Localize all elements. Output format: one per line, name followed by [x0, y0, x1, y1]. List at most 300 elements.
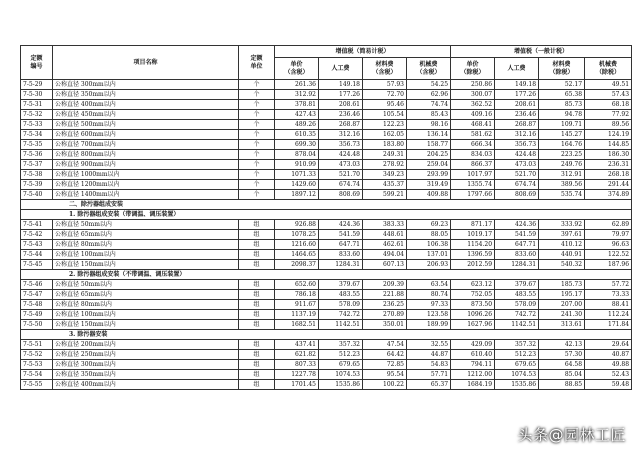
cell-unit: 个 [239, 90, 275, 100]
cell-code: 7-5-42 [21, 230, 53, 240]
cell-code: 7-5-31 [21, 100, 53, 110]
cell-value: 73.33 [585, 290, 632, 300]
cell-value: 312.91 [539, 170, 585, 180]
cell-value: 679.65 [495, 360, 539, 370]
section-title: 1. 除污器组成安装（带调温、调压装置） [21, 210, 632, 220]
cell-value: 85.43 [407, 110, 451, 120]
cell-value: 1535.86 [319, 380, 363, 390]
cell-value: 52.43 [585, 370, 632, 380]
cell-value: 59.48 [585, 380, 632, 390]
cell-value: 866.37 [451, 160, 495, 170]
cell-value: 1535.86 [495, 380, 539, 390]
cell-value: 278.92 [363, 160, 407, 170]
cell-value: 871.17 [451, 220, 495, 230]
cell-value: 621.82 [275, 350, 319, 360]
cell-name: 公称直径 400mm以内 [53, 100, 239, 110]
table-row [21, 340, 632, 350]
cell-value: 424.36 [319, 220, 363, 230]
cell-value: 578.09 [319, 300, 363, 310]
cell-value: 578.09 [495, 300, 539, 310]
table-row [21, 120, 632, 130]
cell-value: 1216.60 [275, 240, 319, 250]
cell-unit: 个 [239, 170, 275, 180]
cell-value: 249.76 [539, 160, 585, 170]
cell-code: 7-5-40 [21, 190, 53, 200]
cell-value: 1284.31 [319, 260, 363, 270]
table-row [21, 80, 632, 90]
cell-value: 2012.59 [451, 260, 495, 270]
cell-value: 122.23 [363, 120, 407, 130]
cell-name: 公称直径 300mm以内 [53, 80, 239, 90]
cell-value: 185.73 [539, 280, 585, 290]
cell-value: 183.80 [363, 140, 407, 150]
cell-value: 483.55 [495, 290, 539, 300]
cell-code: 7-5-34 [21, 130, 53, 140]
cell-value: 158.77 [407, 140, 451, 150]
cell-value: 291.44 [585, 180, 632, 190]
cell-value: 1017.97 [451, 170, 495, 180]
cell-unit: 组 [239, 310, 275, 320]
cell-unit: 个 [239, 140, 275, 150]
cell-code: 7-5-39 [21, 180, 53, 190]
cell-value: 383.33 [363, 220, 407, 230]
cell-value: 122.52 [585, 250, 632, 260]
cell-value: 63.54 [407, 280, 451, 290]
cell-value: 1142.51 [495, 320, 539, 330]
cell-value: 223.25 [539, 150, 585, 160]
cell-value: 1019.17 [451, 230, 495, 240]
cell-unit: 个 [239, 110, 275, 120]
cell-unit: 个 [239, 120, 275, 130]
cell-value: 610.40 [451, 350, 495, 360]
table-row [21, 180, 632, 190]
cell-value: 833.60 [319, 250, 363, 260]
cell-value: 1684.19 [451, 380, 495, 390]
cell-value: 54.83 [407, 360, 451, 370]
cell-value: 189.99 [407, 320, 451, 330]
cell-name: 公称直径 80mm以内 [53, 240, 239, 250]
cell-unit: 组 [239, 320, 275, 330]
cell-unit: 组 [239, 220, 275, 230]
cell-value: 379.67 [319, 280, 363, 290]
cell-value: 389.56 [539, 180, 585, 190]
section-row [21, 270, 632, 280]
table-row [21, 250, 632, 260]
cell-code: 7-5-49 [21, 310, 53, 320]
cell-value: 878.04 [275, 150, 319, 160]
cell-value: 241.30 [539, 310, 585, 320]
cell-value: 424.48 [495, 150, 539, 160]
cell-name: 公称直径 400mm以内 [53, 380, 239, 390]
cell-code: 7-5-50 [21, 320, 53, 330]
cell-name: 公称直径 80mm以内 [53, 300, 239, 310]
cell-value: 164.76 [539, 140, 585, 150]
cell-value: 1096.26 [451, 310, 495, 320]
cell-name: 公称直径 1000mm以内 [53, 170, 239, 180]
cell-code: 7-5-44 [21, 250, 53, 260]
cell-value: 204.25 [407, 150, 451, 160]
cell-value: 221.88 [363, 290, 407, 300]
cell-value: 435.37 [363, 180, 407, 190]
header-name: 项目名称 [53, 46, 239, 80]
cell-code: 7-5-41 [21, 220, 53, 230]
table-row [21, 280, 632, 290]
cell-value: 187.96 [585, 260, 632, 270]
cell-value: 136.14 [407, 130, 451, 140]
cell-value: 88.85 [539, 380, 585, 390]
cell-value: 57.93 [363, 80, 407, 90]
cell-code: 7-5-38 [21, 170, 53, 180]
cell-value: 300.07 [451, 90, 495, 100]
cell-value: 32.55 [407, 340, 451, 350]
cell-value: 47.54 [363, 340, 407, 350]
cell-unit: 个 [239, 130, 275, 140]
cell-value: 541.59 [319, 230, 363, 240]
cell-value: 362.52 [451, 100, 495, 110]
cell-name: 公称直径 100mm以内 [53, 310, 239, 320]
cell-unit: 个 [239, 160, 275, 170]
table-row [21, 360, 632, 370]
cell-unit: 个 [239, 100, 275, 110]
cell-value: 910.99 [275, 160, 319, 170]
cell-value: 1142.51 [319, 320, 363, 330]
cell-value: 429.09 [451, 340, 495, 350]
cell-value: 674.74 [319, 180, 363, 190]
cell-value: 379.67 [495, 280, 539, 290]
cell-value: 42.13 [539, 340, 585, 350]
cell-value: 652.60 [275, 280, 319, 290]
cell-value: 808.69 [495, 190, 539, 200]
cell-value: 64.58 [539, 360, 585, 370]
cell-value: 57.30 [539, 350, 585, 360]
cell-value: 742.72 [319, 310, 363, 320]
cell-name: 公称直径 100mm以内 [53, 250, 239, 260]
cell-value: 312.16 [495, 130, 539, 140]
table-row [21, 290, 632, 300]
cell-value: 88.05 [407, 230, 451, 240]
cell-code: 7-5-48 [21, 300, 53, 310]
table-body [21, 80, 632, 390]
cell-value: 62.96 [407, 90, 451, 100]
cell-value: 186.30 [585, 150, 632, 160]
cell-value: 268.18 [585, 170, 632, 180]
cell-value: 312.92 [275, 90, 319, 100]
cell-value: 623.12 [451, 280, 495, 290]
cell-unit: 组 [239, 290, 275, 300]
cell-value: 424.36 [495, 220, 539, 230]
cell-value: 96.63 [585, 240, 632, 250]
header-material-incl: 材料费 （含税） [363, 58, 407, 80]
cell-value: 794.11 [451, 360, 495, 370]
cell-code: 7-5-32 [21, 110, 53, 120]
table-row [21, 350, 632, 360]
cell-value: 236.25 [363, 300, 407, 310]
cell-value: 752.05 [451, 290, 495, 300]
table-row [21, 140, 632, 150]
cell-name: 公称直径 250mm以内 [53, 350, 239, 360]
cell-value: 149.18 [495, 80, 539, 90]
cell-value: 62.89 [585, 220, 632, 230]
cell-value: 834.03 [451, 150, 495, 160]
cell-value: 448.61 [363, 230, 407, 240]
cell-value: 483.55 [319, 290, 363, 300]
cell-value: 349.23 [363, 170, 407, 180]
cell-value: 424.48 [319, 150, 363, 160]
cell-value: 293.99 [407, 170, 451, 180]
cell-value: 54.25 [407, 80, 451, 90]
section-row [21, 330, 632, 340]
cell-name: 公称直径 150mm以内 [53, 320, 239, 330]
cell-value: 674.74 [495, 180, 539, 190]
cell-name: 公称直径 150mm以内 [53, 260, 239, 270]
cell-value: 149.18 [319, 80, 363, 90]
cell-value: 44.87 [407, 350, 451, 360]
cell-code: 7-5-33 [21, 120, 53, 130]
cell-name: 公称直径 350mm以内 [53, 370, 239, 380]
cell-value: 1897.12 [275, 190, 319, 200]
cell-value: 647.71 [319, 240, 363, 250]
cell-value: 109.71 [539, 120, 585, 130]
cell-value: 473.03 [495, 160, 539, 170]
cell-value: 1464.65 [275, 250, 319, 260]
cell-value: 699.30 [275, 140, 319, 150]
cell-value: 1682.51 [275, 320, 319, 330]
cell-value: 410.12 [539, 240, 585, 250]
cell-name: 公称直径 350mm以内 [53, 90, 239, 100]
cell-value: 195.17 [539, 290, 585, 300]
cell-name: 公称直径 700mm以内 [53, 140, 239, 150]
cell-unit: 组 [239, 230, 275, 240]
cell-value: 1154.20 [451, 240, 495, 250]
header-material-excl: 材料费 （除税） [539, 58, 585, 80]
cell-value: 1137.19 [275, 310, 319, 320]
table-row [21, 160, 632, 170]
cell-value: 49.88 [585, 360, 632, 370]
cell-value: 1396.59 [451, 250, 495, 260]
cell-name: 公称直径 65mm以内 [53, 290, 239, 300]
cell-name: 公称直径 50mm以内 [53, 280, 239, 290]
header-group-simple-tax: 增值税（简易计税） [275, 46, 451, 58]
cell-name: 公称直径 1400mm以内 [53, 190, 239, 200]
cell-value: 1429.60 [275, 180, 319, 190]
cell-value: 52.17 [539, 80, 585, 90]
cell-value: 95.54 [363, 370, 407, 380]
cell-name: 公称直径 900mm以内 [53, 160, 239, 170]
cell-value: 541.59 [495, 230, 539, 240]
header-unit: 定额 单位 [239, 46, 275, 80]
cell-value: 85.04 [539, 370, 585, 380]
cell-value: 378.81 [275, 100, 319, 110]
table-row [21, 220, 632, 230]
cell-name: 公称直径 450mm以内 [53, 110, 239, 120]
cell-value: 357.32 [319, 340, 363, 350]
cell-value: 145.27 [539, 130, 585, 140]
cell-name: 公称直径 500mm以内 [53, 120, 239, 130]
cell-value: 742.72 [495, 310, 539, 320]
cell-value: 65.37 [407, 380, 451, 390]
table-row [21, 300, 632, 310]
table-row [21, 100, 632, 110]
cell-value: 69.23 [407, 220, 451, 230]
header-price-excl: 单价 （除税） [451, 58, 495, 80]
header-machine-incl: 机械费 （含税） [407, 58, 451, 80]
cell-value: 535.74 [539, 190, 585, 200]
cell-value: 162.05 [363, 130, 407, 140]
cell-value: 521.70 [319, 170, 363, 180]
cell-value: 911.67 [275, 300, 319, 310]
cell-unit: 组 [239, 250, 275, 260]
cell-name: 公称直径 300mm以内 [53, 360, 239, 370]
cell-unit: 组 [239, 340, 275, 350]
cell-value: 786.18 [275, 290, 319, 300]
table-row [21, 90, 632, 100]
cell-value: 409.16 [451, 110, 495, 120]
cell-value: 65.38 [539, 90, 585, 100]
cell-value: 356.73 [319, 140, 363, 150]
cell-value: 57.43 [585, 90, 632, 100]
cell-value: 74.74 [407, 100, 451, 110]
cell-value: 607.13 [363, 260, 407, 270]
cell-value: 397.61 [539, 230, 585, 240]
cell-value: 873.50 [451, 300, 495, 310]
cell-value: 679.65 [319, 360, 363, 370]
cell-value: 72.70 [363, 90, 407, 100]
cell-value: 49.51 [585, 80, 632, 90]
cell-value: 249.31 [363, 150, 407, 160]
table-row [21, 150, 632, 160]
table-row [21, 260, 632, 270]
cell-value: 1212.00 [451, 370, 495, 380]
cell-unit: 组 [239, 240, 275, 250]
cell-name: 公称直径 65mm以内 [53, 230, 239, 240]
cell-value: 468.41 [451, 120, 495, 130]
table-row [21, 370, 632, 380]
cell-code: 7-5-52 [21, 350, 53, 360]
cell-value: 357.32 [495, 340, 539, 350]
cell-value: 106.38 [407, 240, 451, 250]
table-row [21, 380, 632, 390]
cell-value: 100.22 [363, 380, 407, 390]
cell-value: 236.31 [585, 160, 632, 170]
cell-value: 833.60 [495, 250, 539, 260]
cell-unit: 个 [239, 180, 275, 190]
cell-value: 1355.74 [451, 180, 495, 190]
cell-value: 647.71 [495, 240, 539, 250]
cell-code: 7-5-51 [21, 340, 53, 350]
cell-value: 97.33 [407, 300, 451, 310]
cell-value: 64.42 [363, 350, 407, 360]
cell-unit: 个 [239, 190, 275, 200]
cell-name: 公称直径 1200mm以内 [53, 180, 239, 190]
cell-code: 7-5-29 [21, 80, 53, 90]
cell-code: 7-5-47 [21, 290, 53, 300]
cell-value: 356.73 [495, 140, 539, 150]
cell-code: 7-5-55 [21, 380, 53, 390]
cell-value: 599.21 [363, 190, 407, 200]
cell-value: 494.04 [363, 250, 407, 260]
cell-value: 666.34 [451, 140, 495, 150]
cell-value: 374.89 [585, 190, 632, 200]
cell-value: 350.01 [363, 320, 407, 330]
table-row [21, 170, 632, 180]
table-row [21, 190, 632, 200]
cell-value: 29.64 [585, 340, 632, 350]
cell-value: 259.04 [407, 160, 451, 170]
cell-value: 437.41 [275, 340, 319, 350]
cell-value: 427.43 [275, 110, 319, 120]
cell-value: 177.26 [319, 90, 363, 100]
cell-value: 236.46 [495, 110, 539, 120]
cell-value: 581.62 [451, 130, 495, 140]
cell-value: 473.03 [319, 160, 363, 170]
price-table-sheet [20, 45, 631, 390]
cell-value: 209.39 [363, 280, 407, 290]
cell-value: 112.24 [585, 310, 632, 320]
cell-value: 98.16 [407, 120, 451, 130]
table-row [21, 130, 632, 140]
cell-unit: 组 [239, 380, 275, 390]
cell-unit: 组 [239, 300, 275, 310]
table-row [21, 240, 632, 250]
cell-value: 208.61 [319, 100, 363, 110]
cell-value: 521.70 [495, 170, 539, 180]
cell-value: 1627.96 [451, 320, 495, 330]
cell-value: 88.41 [585, 300, 632, 310]
cell-unit: 组 [239, 350, 275, 360]
cell-value: 123.58 [407, 310, 451, 320]
cell-unit: 个 [239, 80, 275, 90]
cell-code: 7-5-30 [21, 90, 53, 100]
header-machine-excl: 机械费 （除税） [585, 58, 632, 80]
cell-value: 250.86 [451, 80, 495, 90]
cell-code: 7-5-43 [21, 240, 53, 250]
cell-value: 137.01 [407, 250, 451, 260]
cell-value: 313.61 [539, 320, 585, 330]
cell-unit: 个 [239, 150, 275, 160]
cell-code: 7-5-35 [21, 140, 53, 150]
cell-name: 公称直径 600mm以内 [53, 130, 239, 140]
cell-value: 512.23 [319, 350, 363, 360]
section-row [21, 210, 632, 220]
header-labor-2: 人工费 [495, 58, 539, 80]
cell-value: 57.71 [407, 370, 451, 380]
cell-name: 公称直径 50mm以内 [53, 220, 239, 230]
cell-value: 72.85 [363, 360, 407, 370]
cell-value: 1071.33 [275, 170, 319, 180]
cell-value: 1227.78 [275, 370, 319, 380]
cell-unit: 组 [239, 360, 275, 370]
header-labor: 人工费 [319, 58, 363, 80]
cell-value: 79.97 [585, 230, 632, 240]
cell-value: 171.84 [585, 320, 632, 330]
table-row [21, 320, 632, 330]
cell-value: 333.92 [539, 220, 585, 230]
cell-value: 610.35 [275, 130, 319, 140]
table-row [21, 230, 632, 240]
cell-value: 206.93 [407, 260, 451, 270]
cell-value: 124.19 [585, 130, 632, 140]
table-header [21, 46, 632, 80]
cell-value: 312.16 [319, 130, 363, 140]
cell-value: 270.89 [363, 310, 407, 320]
cell-unit: 组 [239, 370, 275, 380]
cell-value: 512.23 [495, 350, 539, 360]
quota-price-table [20, 45, 632, 390]
header-price-incl: 单价 （含税） [275, 58, 319, 80]
cell-name: 公称直径 800mm以内 [53, 150, 239, 160]
cell-value: 40.87 [585, 350, 632, 360]
cell-code: 7-5-53 [21, 360, 53, 370]
